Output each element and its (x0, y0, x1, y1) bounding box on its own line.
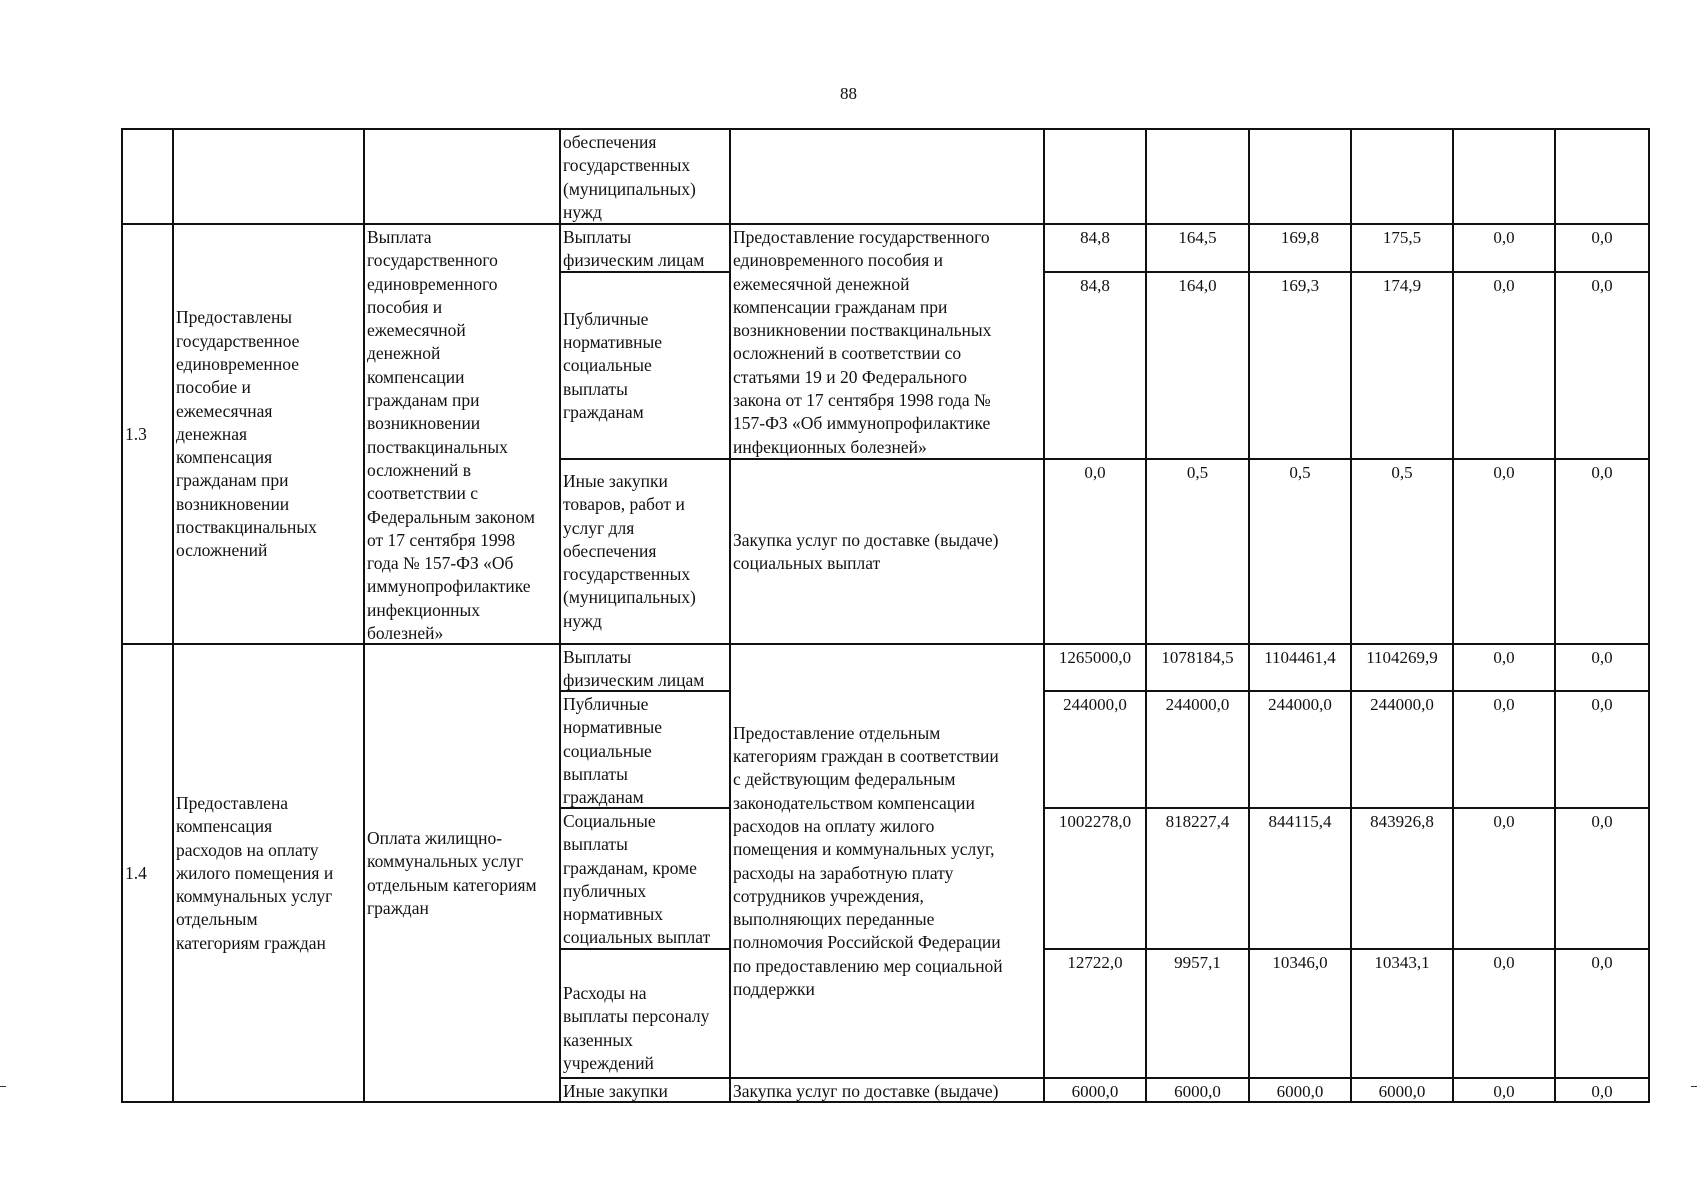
value-cell: 175,5 (1350, 223, 1452, 271)
value-cell: 0,0 (1554, 458, 1648, 643)
value-cell: 0,0 (1452, 643, 1554, 690)
expenditure-type-cell: Выплаты физическим лицам (559, 223, 729, 271)
value-cell: 6000,0 (1043, 1077, 1145, 1101)
value-cell: 0,5 (1248, 458, 1350, 643)
value-cell: 9957,1 (1145, 948, 1248, 1077)
table-cell-empty (1452, 128, 1554, 223)
table-cell-empty (1145, 128, 1248, 223)
value-cell: 0,0 (1554, 948, 1648, 1077)
table-cell-empty (172, 128, 363, 223)
value-cell: 0,0 (1452, 223, 1554, 271)
table-cell-empty (363, 128, 559, 223)
measure-cell: Оплата жилищно- коммунальных услуг отдельным категориям граждан (363, 643, 559, 1101)
expenditure-type-cell: Публичные нормативные социальные выплаты гражданам (559, 271, 729, 458)
value-cell: 0,0 (1043, 458, 1145, 643)
value-cell: 843926,8 (1350, 807, 1452, 948)
description-cell: Предоставление отдельным категориям граждан в соответствии с действующим федеральным законодательством компенсации расходов на оплату жилого помещения и коммунальных услуг, расходы на заработную плату сотрудников учреждения, выполняющих переданные полномочия Российской Федерации по предоставлению мер социальной поддержки (729, 643, 1043, 1077)
value-cell: 0,0 (1554, 223, 1648, 271)
value-cell: 164,5 (1145, 223, 1248, 271)
expenditure-type-cell: Иные закупки (559, 1077, 729, 1101)
value-cell: 0,0 (1554, 271, 1648, 458)
value-cell: 0,0 (1452, 271, 1554, 458)
value-cell: 0,5 (1350, 458, 1452, 643)
page-number: 88 (840, 84, 857, 103)
value-cell: 0,0 (1452, 458, 1554, 643)
value-cell: 818227,4 (1145, 807, 1248, 948)
value-cell: 0,5 (1145, 458, 1248, 643)
value-cell: 10343,1 (1350, 948, 1452, 1077)
description-cell: Закупка услуг по доставке (выдаче) (729, 1077, 1043, 1101)
value-cell: 1104269,9 (1350, 643, 1452, 690)
value-cell: 244000,0 (1248, 690, 1350, 807)
value-cell: 0,0 (1554, 1077, 1648, 1101)
table-cell-empty (121, 128, 172, 223)
value-cell: 1078184,5 (1145, 643, 1248, 690)
scan-edge-mark (1691, 1086, 1697, 1087)
table-cell-empty (1554, 128, 1648, 223)
value-cell: 244000,0 (1145, 690, 1248, 807)
value-cell: 0,0 (1452, 1077, 1554, 1101)
value-cell: 169,3 (1248, 271, 1350, 458)
expenditure-type-cell: обеспечения государственных (муниципальных) нужд (559, 128, 729, 223)
value-cell: 164,0 (1145, 271, 1248, 458)
expenditure-type-cell: Расходы на выплаты персоналу казенных учреждений (559, 948, 729, 1077)
value-cell: 6000,0 (1248, 1077, 1350, 1101)
value-cell: 10346,0 (1248, 948, 1350, 1077)
value-cell: 1104461,4 (1248, 643, 1350, 690)
table-cell-empty (1043, 128, 1145, 223)
table-cell-empty (729, 128, 1043, 223)
task-cell: Предоставлена компенсация расходов на оплату жилого помещения и коммунальных услуг отдельным категориям граждан (172, 643, 363, 1101)
table-cell-empty (1248, 128, 1350, 223)
value-cell: 0,0 (1554, 643, 1648, 690)
value-cell: 169,8 (1248, 223, 1350, 271)
expenditure-type-cell: Иные закупки товаров, работ и услуг для обеспечения государственных (муниципальных) нужд (559, 458, 729, 643)
task-cell: Предоставлены государственное единовременное пособие и ежемесячная денежная компенсация гражданам при возникновении поствакцинальных осложнений (172, 223, 363, 643)
table-cell-empty (1350, 128, 1452, 223)
value-cell: 12722,0 (1043, 948, 1145, 1077)
value-cell: 0,0 (1452, 690, 1554, 807)
description-cell: Предоставление государственного единовременного пособия и ежемесячной денежной компенсации гражданам при возникновении поствакцинальных осложнений в соответствии со статьями 19 и 20 Федерального закона от 17 сентября 1998 года № 157-ФЗ «Об иммунопрофилактике инфекционных болезней» (729, 223, 1043, 458)
value-cell: 244000,0 (1350, 690, 1452, 807)
scan-edge-mark (0, 1086, 6, 1087)
row-number: 1.3 (121, 223, 172, 643)
value-cell: 1265000,0 (1043, 643, 1145, 690)
value-cell: 84,8 (1043, 271, 1145, 458)
value-cell: 0,0 (1554, 807, 1648, 948)
measure-cell: Выплата государственного единовременного пособия и ежемесячной денежной компенсации гражданам при возникновении поствакцинальных осложнений в соответствии с Федеральным законом от 17 сентября 1998 года № 157-ФЗ «Об иммунопрофилактике инфекционных болезней» (363, 223, 559, 643)
value-cell: 6000,0 (1145, 1077, 1248, 1101)
description-cell: Закупка услуг по доставке (выдаче) социальных выплат (729, 458, 1043, 643)
value-cell: 174,9 (1350, 271, 1452, 458)
value-cell: 84,8 (1043, 223, 1145, 271)
value-cell: 0,0 (1452, 948, 1554, 1077)
row-number: 1.4 (121, 643, 172, 1101)
expenditure-type-cell: Публичные нормативные социальные выплаты гражданам (559, 690, 729, 807)
value-cell: 0,0 (1452, 807, 1554, 948)
value-cell: 844115,4 (1248, 807, 1350, 948)
value-cell: 6000,0 (1350, 1077, 1452, 1101)
expenditure-type-cell: Социальные выплаты гражданам, кроме публичных нормативных социальных выплат (559, 807, 729, 948)
value-cell: 0,0 (1554, 690, 1648, 807)
value-cell: 244000,0 (1043, 690, 1145, 807)
expenditure-type-cell: Выплаты физическим лицам (559, 643, 729, 690)
budget-table (121, 128, 1650, 1103)
value-cell: 1002278,0 (1043, 807, 1145, 948)
